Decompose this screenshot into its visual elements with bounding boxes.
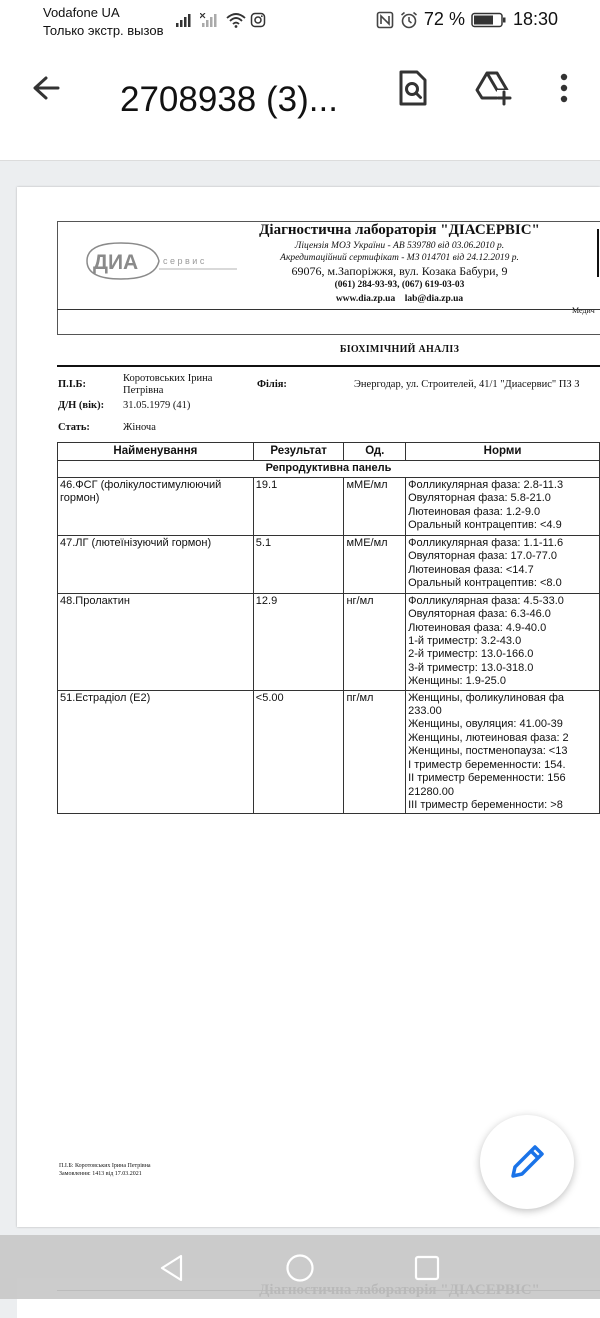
table-header-row bbox=[58, 443, 600, 461]
results-table bbox=[57, 442, 600, 814]
barcode-edge bbox=[597, 229, 599, 277]
instagram-icon bbox=[250, 12, 266, 28]
edit-fab-button[interactable] bbox=[480, 1115, 574, 1209]
test-name: 46.ФСГ (фолікулостимулюючий гормон) bbox=[58, 477, 254, 535]
document-title: 2708938 (3)... bbox=[120, 80, 338, 119]
carrier-info bbox=[43, 5, 163, 41]
app-bar bbox=[0, 44, 600, 161]
alarm-icon bbox=[400, 11, 418, 29]
dob-label: Д/Н (вік): bbox=[58, 400, 105, 411]
col-header-name: Найменування bbox=[58, 443, 254, 461]
test-unit: нг/мл bbox=[344, 593, 406, 690]
table-row bbox=[58, 535, 600, 593]
test-norms: Фолликулярная фаза: 4.5-33.0 Овуляторная фаза: 6.3-46.0 Лютеиновая фаза: 4.9-40.0 1-й триместр: 3.2-43.0 2-й триместр: 13.0-166.0 3-й триместр: 13.0-318.0 Женщины: 1.9-25.0 bbox=[406, 593, 600, 690]
col-header-unit: Од. bbox=[344, 443, 406, 461]
system-nav-bar bbox=[0, 1235, 600, 1299]
nav-home-button[interactable] bbox=[283, 1251, 317, 1285]
signal-icon bbox=[176, 13, 196, 27]
add-to-drive-icon bbox=[473, 68, 513, 108]
nav-back-icon bbox=[155, 1251, 189, 1285]
add-to-drive-button[interactable] bbox=[473, 68, 513, 108]
test-norms: Фолликулярная фаза: 2.8-11.3 Овуляторная фаза: 5.8-21.0 Лютеиновая фаза: 1.2-9.0 Оральный контрацептив: <4.9 bbox=[406, 477, 600, 535]
branch-label: Філія: bbox=[257, 379, 287, 390]
test-unit: мМЕ/мл bbox=[344, 535, 406, 593]
status-right bbox=[376, 9, 558, 30]
sex-label: Стать: bbox=[58, 422, 90, 433]
test-result: <5.00 bbox=[253, 690, 344, 814]
branch-value: Энергодар, ул. Строителей, 41/1 "Диасервис" ПЗ З bbox=[354, 379, 580, 390]
battery-percent: 72 % bbox=[423, 9, 465, 29]
svg-text:с е р в и с: с е р в и с bbox=[163, 256, 205, 266]
back-button[interactable] bbox=[28, 70, 68, 106]
lab-name: Діагностична лабораторія "ДІАСЕРВІС" bbox=[259, 222, 540, 238]
document-search-icon bbox=[395, 68, 431, 108]
patient-name: Коротовських Ірина Петрівна bbox=[123, 373, 213, 396]
battery-icon bbox=[471, 12, 507, 28]
section-title: БІОХІМІЧНИЙ АНАЛІЗ bbox=[339, 344, 460, 355]
lab-license: Ліцензія МОЗ України - АВ 539780 від 03.06.2010 р. bbox=[294, 241, 505, 251]
back-arrow-icon bbox=[28, 70, 68, 106]
nfc-icon bbox=[376, 11, 394, 29]
test-result: 12.9 bbox=[253, 593, 344, 690]
test-unit: пг/мл bbox=[344, 690, 406, 814]
clock: 18:30 bbox=[512, 9, 558, 29]
test-name: 48.Пролактин bbox=[58, 593, 254, 690]
panel-title: Репродуктивна панель bbox=[58, 461, 600, 477]
lab-phones: (061) 284-93-93, (067) 619-03-03 bbox=[334, 280, 465, 290]
lab-address: 69076, м.Запоріжжя, вул. Козака Бабури, 9 bbox=[291, 264, 508, 278]
test-norms: Фолликулярная фаза: 1.1-11.6 Овуляторная фаза: 17.0-77.0 Лютеиновая фаза: <14.7 Оральный контрацептив: <8.0 bbox=[406, 535, 600, 593]
signal-no-sim-icon bbox=[200, 13, 222, 27]
more-options-button[interactable] bbox=[544, 68, 584, 108]
nav-recents-icon bbox=[410, 1251, 444, 1285]
col-header-result: Результат bbox=[253, 443, 344, 461]
document-viewer[interactable] bbox=[0, 161, 600, 1235]
nav-back-button[interactable] bbox=[155, 1251, 189, 1285]
svg-text:ДИА: ДИА bbox=[93, 251, 139, 274]
lab-logo bbox=[77, 239, 247, 283]
lab-email[interactable]: lab@dia.zp.ua bbox=[404, 294, 464, 304]
document-page bbox=[17, 187, 600, 1227]
patient-name-label: П.І.Б: bbox=[58, 379, 86, 390]
medical-label-cut: Медич bbox=[572, 306, 595, 315]
test-result: 5.1 bbox=[253, 535, 344, 593]
page-footer: П.І.Б: Коротовських Ірина Петрівна Замовлення: 1413 від 17.03.2021 bbox=[59, 1163, 151, 1177]
col-header-norms: Норми bbox=[406, 443, 600, 461]
test-norms: Женщины, фоликулиновая фа 233.00 Женщины, овуляция: 41.00-39 Женщины, лютеиновая фаза: 2 Женщины, постменопауза: <13 I триместр беременности: 154. II триместр беременности: 156 21280.00 III триместр беременности: >8 bbox=[406, 690, 600, 814]
table-row bbox=[58, 477, 600, 535]
carrier-status: Только экстр. вызов bbox=[43, 23, 164, 38]
table-row bbox=[58, 593, 600, 690]
status-bar bbox=[0, 0, 600, 44]
find-in-document-button[interactable] bbox=[395, 68, 435, 108]
lab-accreditation: Акредитаційний сертифікат - МЗ 014701 від 24.12.2019 р. bbox=[280, 253, 519, 263]
status-icons bbox=[176, 11, 266, 29]
lab-web-email bbox=[242, 294, 557, 304]
divider bbox=[57, 309, 600, 310]
sex-value: Жіноча bbox=[123, 422, 156, 433]
test-name: 51.Естрадіол (E2) bbox=[58, 690, 254, 814]
divider-thick bbox=[57, 365, 600, 367]
nav-recents-button[interactable] bbox=[410, 1251, 444, 1285]
carrier-name: Vodafone UA bbox=[43, 5, 120, 20]
table-row bbox=[58, 690, 600, 814]
test-result: 19.1 bbox=[253, 477, 344, 535]
test-unit: мМЕ/мл bbox=[344, 477, 406, 535]
wifi-icon bbox=[226, 12, 246, 28]
test-name: 47.ЛГ (лютеїнізуючий гормон) bbox=[58, 535, 254, 593]
nav-home-icon bbox=[283, 1251, 317, 1285]
dob-value: 31.05.1979 (41) bbox=[123, 400, 191, 411]
lab-website[interactable]: www.dia.zp.ua bbox=[335, 294, 396, 304]
more-vert-icon bbox=[544, 68, 584, 108]
edit-pencil-icon bbox=[480, 1115, 574, 1209]
